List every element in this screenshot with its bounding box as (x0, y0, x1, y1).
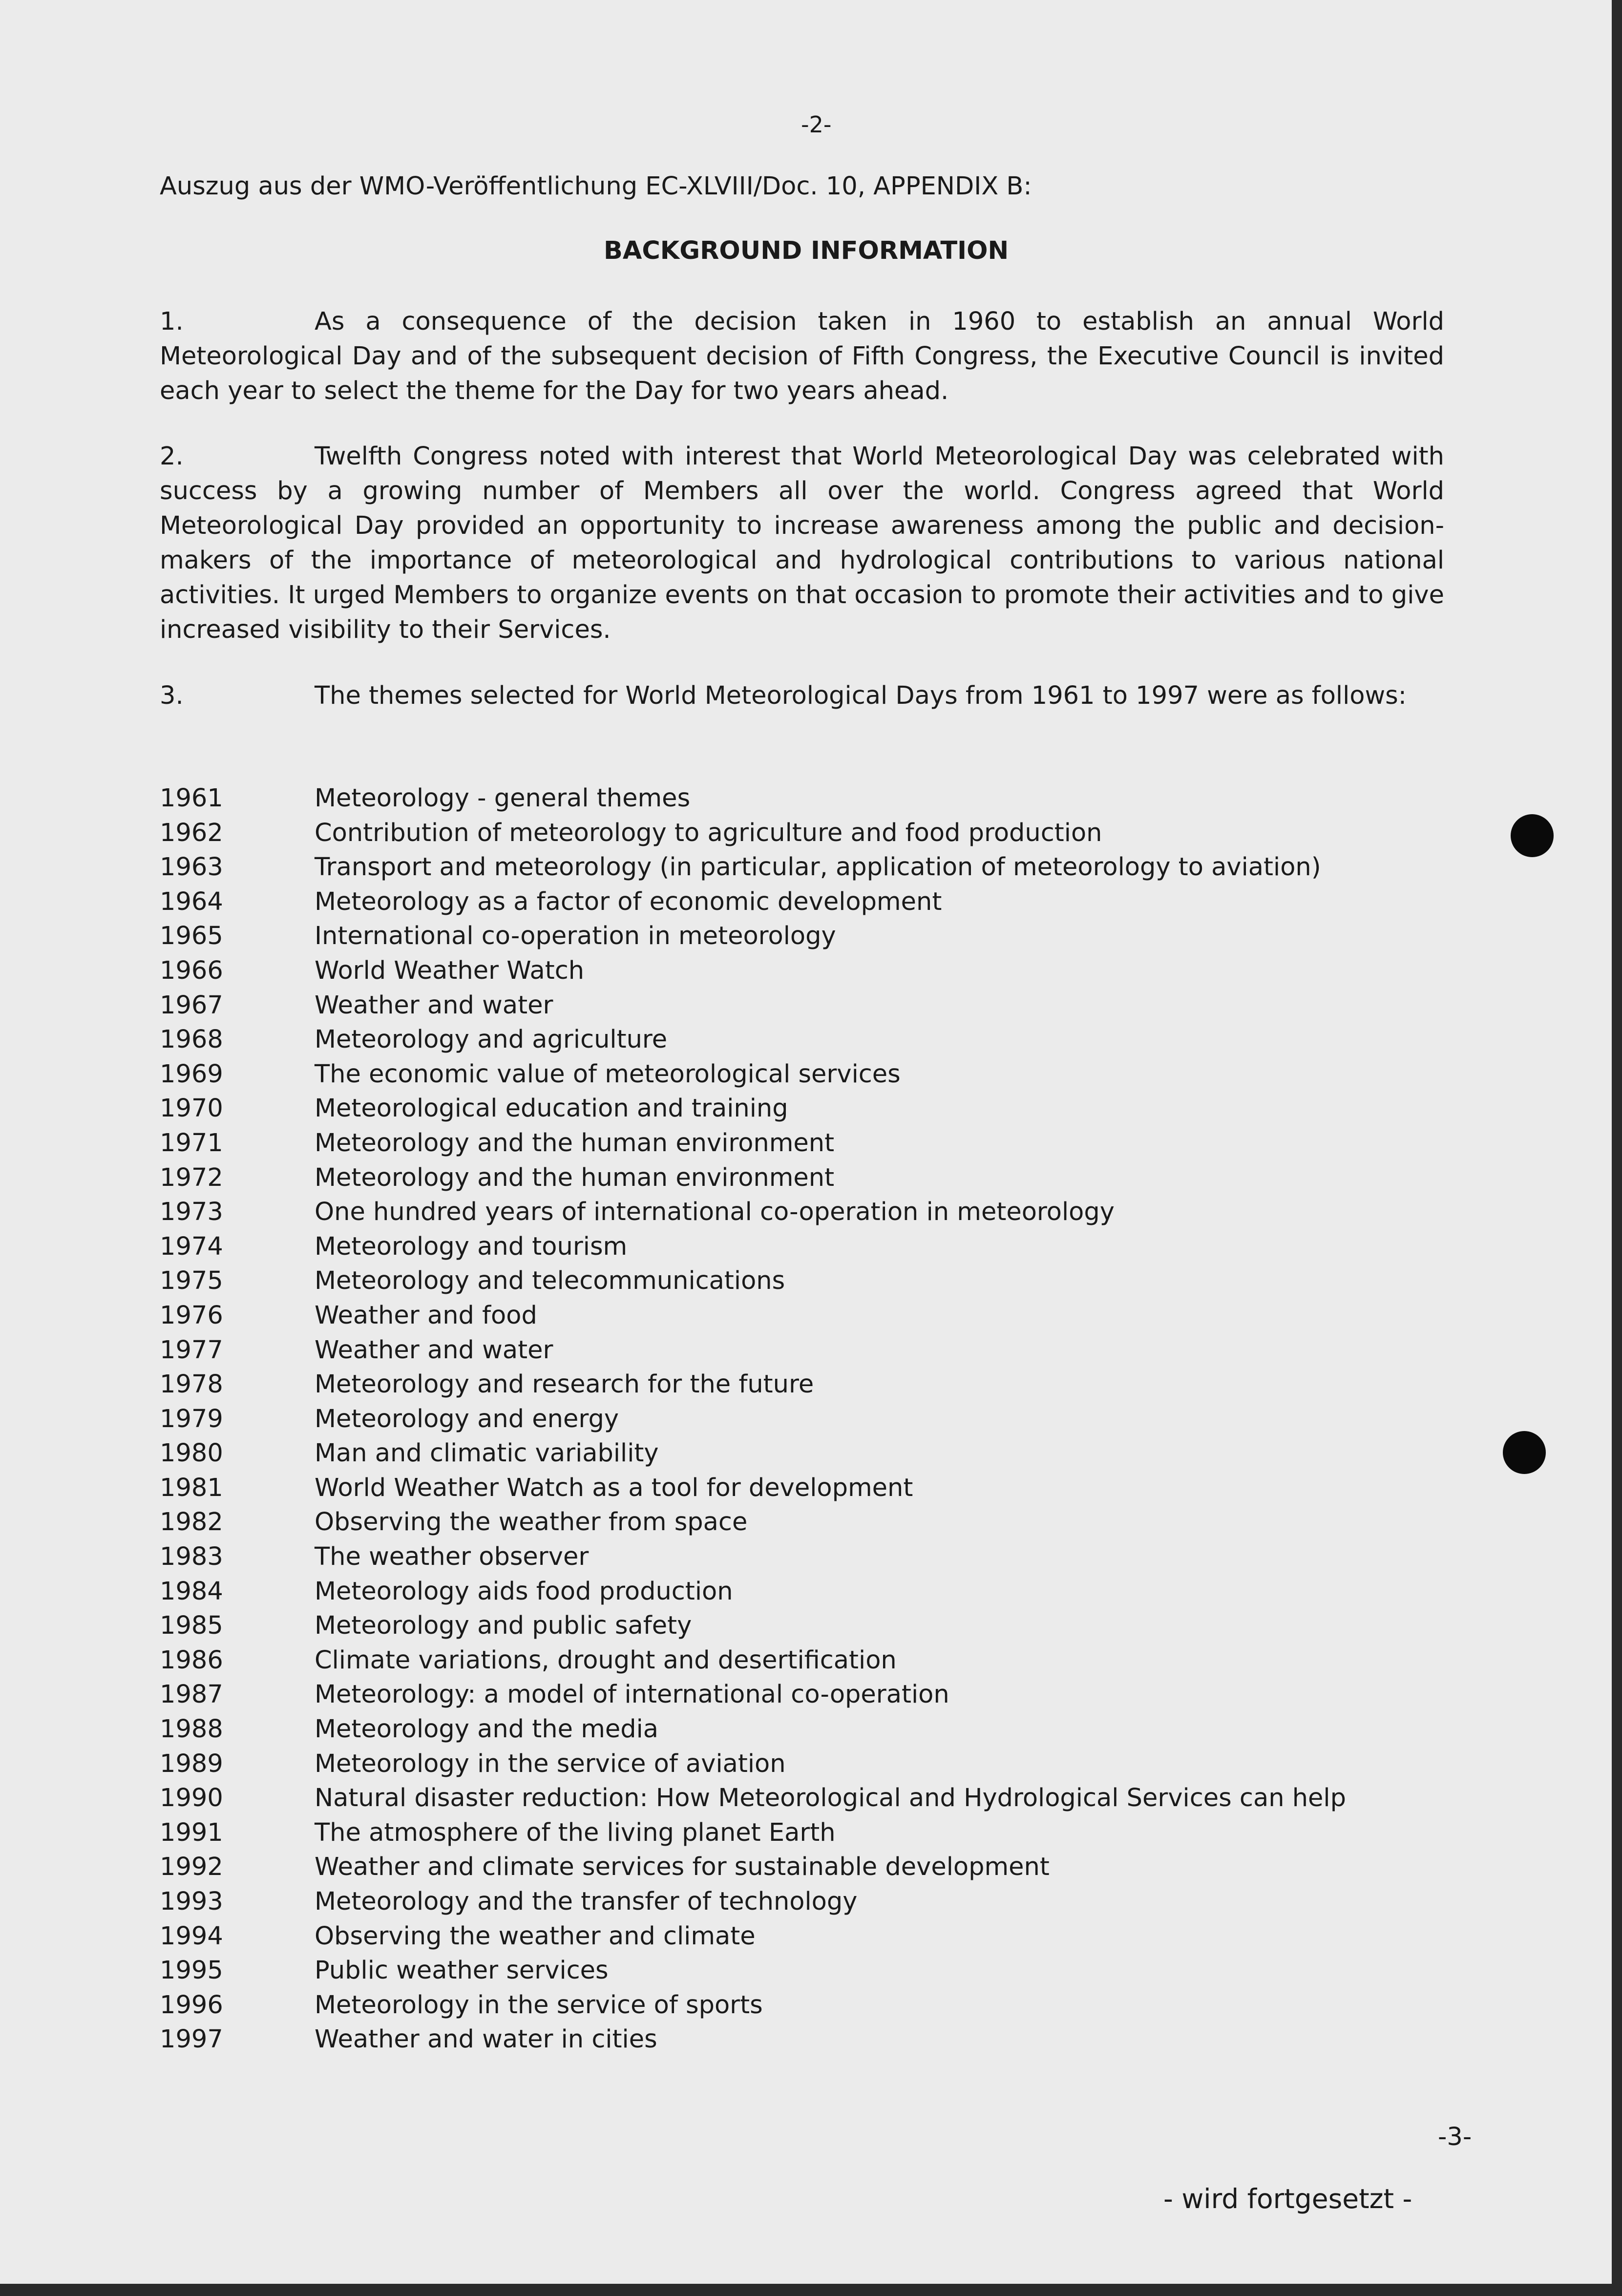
theme-text: The atmosphere of the living planet Earth (315, 1818, 836, 1847)
theme-year: 1965 (160, 922, 223, 951)
theme-text: The economic value of meteorological services (315, 1059, 901, 1089)
theme-text: Meteorology and the human environment (315, 1163, 835, 1192)
theme-row (160, 1126, 1346, 1161)
theme-text: Meteorology as a factor of economic development (315, 887, 942, 916)
theme-year: 1971 (160, 1128, 223, 1158)
theme-year: 1984 (160, 1577, 223, 1606)
theme-year: 1994 (160, 1921, 223, 1951)
theme-text: Meteorology and the human environment (315, 1128, 835, 1158)
continued-note: - wird fortgesetzt - (1163, 2183, 1412, 2214)
theme-text: Meteorology aids food production (315, 1577, 733, 1606)
theme-year: 1977 (160, 1335, 223, 1365)
theme-row (160, 1230, 1346, 1264)
theme-text: Observing the weather from space (315, 1508, 748, 1537)
theme-year: 1961 (160, 784, 223, 813)
theme-row (160, 989, 1346, 1023)
theme-row (160, 1954, 1346, 1988)
punch-hole (1511, 814, 1554, 857)
theme-row (160, 919, 1346, 954)
theme-row (160, 781, 1346, 816)
theme-year: 1972 (160, 1163, 223, 1192)
theme-year: 1983 (160, 1542, 223, 1572)
theme-text: The weather observer (315, 1542, 589, 1572)
paragraph-number: 3. (160, 681, 184, 710)
theme-year: 1980 (160, 1439, 223, 1468)
theme-text: Meteorological education and training (315, 1094, 788, 1123)
theme-row (160, 1712, 1346, 1747)
theme-year: 1996 (160, 1990, 223, 2020)
theme-text: World Weather Watch (315, 956, 585, 985)
paragraph-1 (160, 304, 1444, 408)
theme-row (160, 1299, 1346, 1333)
theme-year: 1979 (160, 1404, 223, 1433)
theme-year: 1968 (160, 1025, 223, 1054)
theme-row (160, 1057, 1346, 1092)
theme-year: 1976 (160, 1301, 223, 1330)
theme-year: 1991 (160, 1818, 223, 1847)
theme-year: 1997 (160, 2025, 223, 2054)
theme-year: 1993 (160, 1887, 223, 1916)
theme-text: Climate variations, drought and desertification (315, 1645, 897, 1675)
next-page-number: -3- (1438, 2123, 1472, 2151)
theme-row (160, 1816, 1346, 1851)
theme-row (160, 1747, 1346, 1782)
paragraph-number: 1. (160, 307, 184, 336)
paragraph-text: As a consequence of the decision taken in 1960 to establish an annual World Meteorological Day and of the subsequent decision of Fifth Congress, the Executive Council is invited each year to select the theme for the Day for two years ahead. (160, 307, 1444, 405)
theme-year: 1985 (160, 1611, 223, 1641)
theme-year: 1975 (160, 1266, 223, 1296)
theme-row (160, 1264, 1346, 1299)
theme-text: Meteorology and research for the future (315, 1370, 814, 1399)
theme-text: Meteorology and tourism (315, 1232, 628, 1261)
theme-row (160, 1850, 1346, 1885)
theme-year: 1969 (160, 1059, 223, 1089)
page-number-top: -2- (801, 111, 832, 138)
theme-row (160, 1781, 1346, 1816)
theme-text: Meteorology and telecommunications (315, 1266, 785, 1296)
theme-row (160, 1643, 1346, 1678)
theme-text: Public weather services (315, 1956, 609, 1985)
paragraph-number: 2. (160, 442, 184, 471)
theme-year: 1987 (160, 1680, 223, 1709)
paragraph-text: The themes selected for World Meteorological Days from 1961 to 1997 were as follows: (315, 681, 1407, 710)
theme-row (160, 1161, 1346, 1196)
theme-year: 1990 (160, 1784, 223, 1813)
theme-row (160, 1436, 1346, 1471)
theme-text: Contribution of meteorology to agriculture and food production (315, 818, 1102, 847)
theme-text: Meteorology - general themes (315, 784, 691, 813)
themes-list (160, 781, 1346, 2057)
theme-row (160, 1505, 1346, 1540)
theme-row (160, 1368, 1346, 1402)
theme-text: World Weather Watch as a tool for development (315, 1473, 913, 1502)
theme-year: 1970 (160, 1094, 223, 1123)
theme-text: Natural disaster reduction: How Meteorological and Hydrological Services can help (315, 1784, 1346, 1813)
theme-text: Meteorology and energy (315, 1404, 619, 1433)
theme-year: 1989 (160, 1749, 223, 1778)
theme-text: One hundred years of international co-operation in meteorology (315, 1198, 1115, 1227)
theme-text: Weather and water (315, 1335, 553, 1365)
theme-row (160, 1092, 1346, 1126)
theme-row (160, 885, 1346, 920)
section-title: BACKGROUND INFORMATION (604, 236, 1009, 265)
paragraph-3 (160, 678, 1444, 713)
theme-year: 1973 (160, 1198, 223, 1227)
theme-text: International co-operation in meteorology (315, 922, 836, 951)
theme-row (160, 1609, 1346, 1643)
theme-year: 1982 (160, 1508, 223, 1537)
theme-year: 1964 (160, 887, 223, 916)
theme-text: Weather and water in cities (315, 2025, 657, 2054)
theme-text: Meteorology and agriculture (315, 1025, 668, 1054)
theme-row (160, 954, 1346, 989)
theme-text: Meteorology and the media (315, 1715, 659, 1744)
theme-row (160, 1333, 1346, 1368)
theme-row (160, 1988, 1346, 2023)
theme-row (160, 1402, 1346, 1437)
theme-row (160, 1471, 1346, 1506)
theme-row (160, 1540, 1346, 1575)
theme-year: 1978 (160, 1370, 223, 1399)
theme-text: Weather and food (315, 1301, 537, 1330)
theme-text: Meteorology in the service of sports (315, 1990, 763, 2020)
theme-text: Weather and water (315, 990, 553, 1020)
theme-year: 1986 (160, 1645, 223, 1675)
theme-row (160, 1919, 1346, 1954)
theme-text: Meteorology: a model of international co-operation (315, 1680, 949, 1709)
theme-row (160, 1023, 1346, 1057)
theme-row (160, 1575, 1346, 1609)
theme-row (160, 850, 1346, 885)
theme-text: Meteorology in the service of aviation (315, 1749, 786, 1778)
theme-text: Meteorology and public safety (315, 1611, 692, 1641)
theme-year: 1981 (160, 1473, 223, 1502)
theme-row (160, 816, 1346, 851)
theme-year: 1966 (160, 956, 223, 985)
theme-row (160, 1678, 1346, 1712)
theme-text: Weather and climate services for sustainable development (315, 1853, 1050, 1882)
theme-year: 1967 (160, 990, 223, 1020)
theme-text: Man and climatic variability (315, 1439, 659, 1468)
theme-text: Transport and meteorology (in particular, application of meteorology to aviation) (315, 853, 1321, 882)
punch-hole (1503, 1431, 1546, 1474)
paragraph-text: Twelfth Congress noted with interest that World Meteorological Day was celebrated with success by a growing number of Members all over the world. Congress agreed that World Meteorological Day provided an opportunity to increase awareness among the public and decision-makers of the importance of meteorological and hydrological contributions to various national activities. It urged Members to organize events on that occasion to promote their activities and to give increased visibility to their Services. (160, 442, 1444, 644)
theme-year: 1995 (160, 1956, 223, 1985)
theme-year: 1988 (160, 1715, 223, 1744)
theme-text: Observing the weather and climate (315, 1921, 756, 1951)
theme-row (160, 2022, 1346, 2057)
theme-row (160, 1195, 1346, 1230)
paragraph-2 (160, 439, 1444, 647)
theme-text: Meteorology and the transfer of technology (315, 1887, 858, 1916)
theme-row (160, 1885, 1346, 1919)
theme-year: 1962 (160, 818, 223, 847)
theme-year: 1963 (160, 853, 223, 882)
theme-year: 1992 (160, 1853, 223, 1882)
theme-year: 1974 (160, 1232, 223, 1261)
excerpt-source-line: Auszug aus der WMO-Veröffentlichung EC-XLVIII/Doc. 10, APPENDIX B: (160, 172, 1032, 201)
